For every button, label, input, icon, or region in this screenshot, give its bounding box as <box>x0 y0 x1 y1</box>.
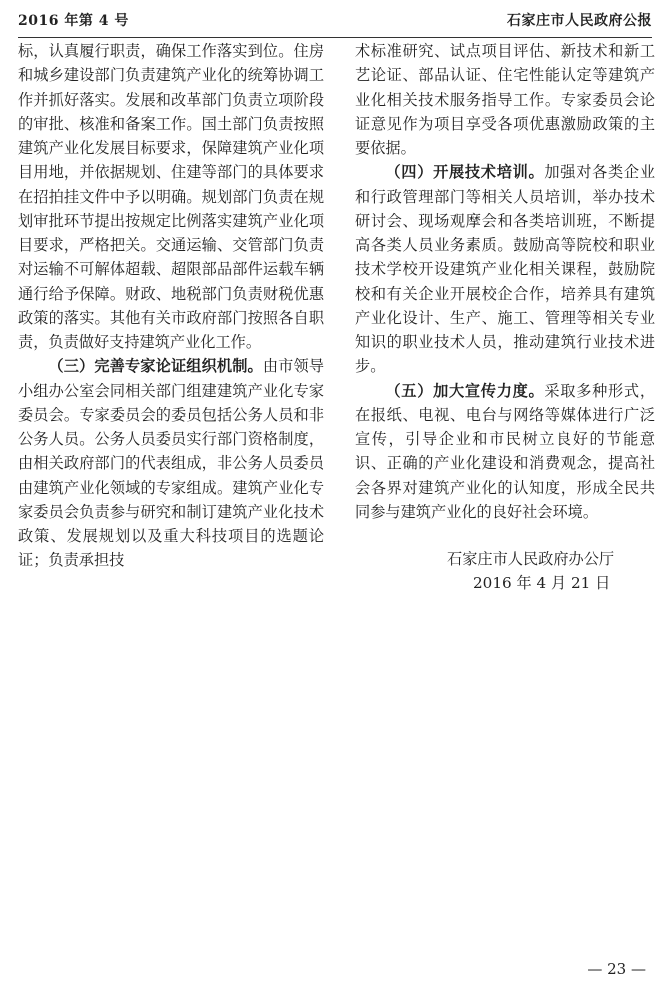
page-number: — 23 — <box>587 960 646 978</box>
issue-date: 2016 年 4 月 21 日 <box>473 574 611 593</box>
publication-title: 石家庄市人民政府公报 <box>507 13 652 29</box>
paragraph-training <box>355 160 655 378</box>
paragraph-continuation-right: 术标准研究、试点项目评估、新技术和新工艺论证、部品认证、住宅性能认定等建筑产业化相关技术服务指导工作。专家委员会论证意见作为项目享受各项优惠激励政策的主要依据。 <box>355 42 655 157</box>
section-body-5: 采取多种形式，在报纸、电视、电台与网络等媒体进行广泛宣传，引导企业和市民树立良好的节能意识、正确的产业化建设和消费观念，提高社会各界对建筑产业化的认知度，形成全民共同参与建筑产业化的良好社会环境。 <box>355 381 656 521</box>
signature-block <box>355 547 655 596</box>
section-heading-3: （三）完善专家论证组织机制。 <box>48 357 263 376</box>
section-heading-5: （五）加大宣传力度。 <box>385 381 545 400</box>
section-body-3: 由市领导小组办公室会同相关部门组建建筑产业化专家委员会。专家委员会的委员包括公务人员和非公务人员。公务人员委员实行部门资格制度，由相关政府部门的代表组成，非公务人员委员由建筑产业化领域的专家组成。建筑产业化专家委员会负责参与研究和制订建筑产业化技术政策、发展规划以及重大科技项目的选题论证；负责承担技 <box>18 357 325 570</box>
section-body-4: 加强对各类企业和行政管理部门等相关人员培训，举办技术研讨会、现场观摩会和各类培训班，不断提高各类人员业务素质。鼓励高等院校和职业技术学校开设建筑产业化相关课程，鼓励院校和有关企业开展校企合作，培养具有建筑产业化设计、生产、施工、管理等相关专业知识的职业技术人员，推动建筑行业技术进步。 <box>355 163 656 376</box>
paragraph-publicity <box>355 379 655 525</box>
page-header <box>18 7 652 38</box>
issuing-office: 石家庄市人民政府办公厅 <box>447 550 615 568</box>
issue-label: 2016 年第 4 号 <box>18 13 129 29</box>
section-heading-4: （四）开展技术培训。 <box>385 163 545 182</box>
paragraph-continuation: 标，认真履行职责，确保工作落实到位。住房和城乡建设部门负责建筑产业化的统筹协调工作并抓好落实。发展和改革部门负责立项阶段的审批、核准和备案工作。国土部门负责按照建筑产业化发展目标要求，保障建筑产业化项目用地，并依据规划、住建等部门的具体要求在招拍挂文件中予以明确。规划部门负责在规划审批环节提出按规定比例落实建筑产业化项目要求，严格把关。交通运输、交管部门负责对运输不可解体超载、超限部品部件运载车辆通行给予保障。财政、地税部门负责财税优惠政策的落实。其他有关市政府部门按照各自职责，负责做好支持建筑产业化工作。 <box>18 42 324 351</box>
right-column <box>355 39 655 524</box>
paragraph-expert-mechanism <box>18 354 324 572</box>
left-column <box>18 39 324 573</box>
